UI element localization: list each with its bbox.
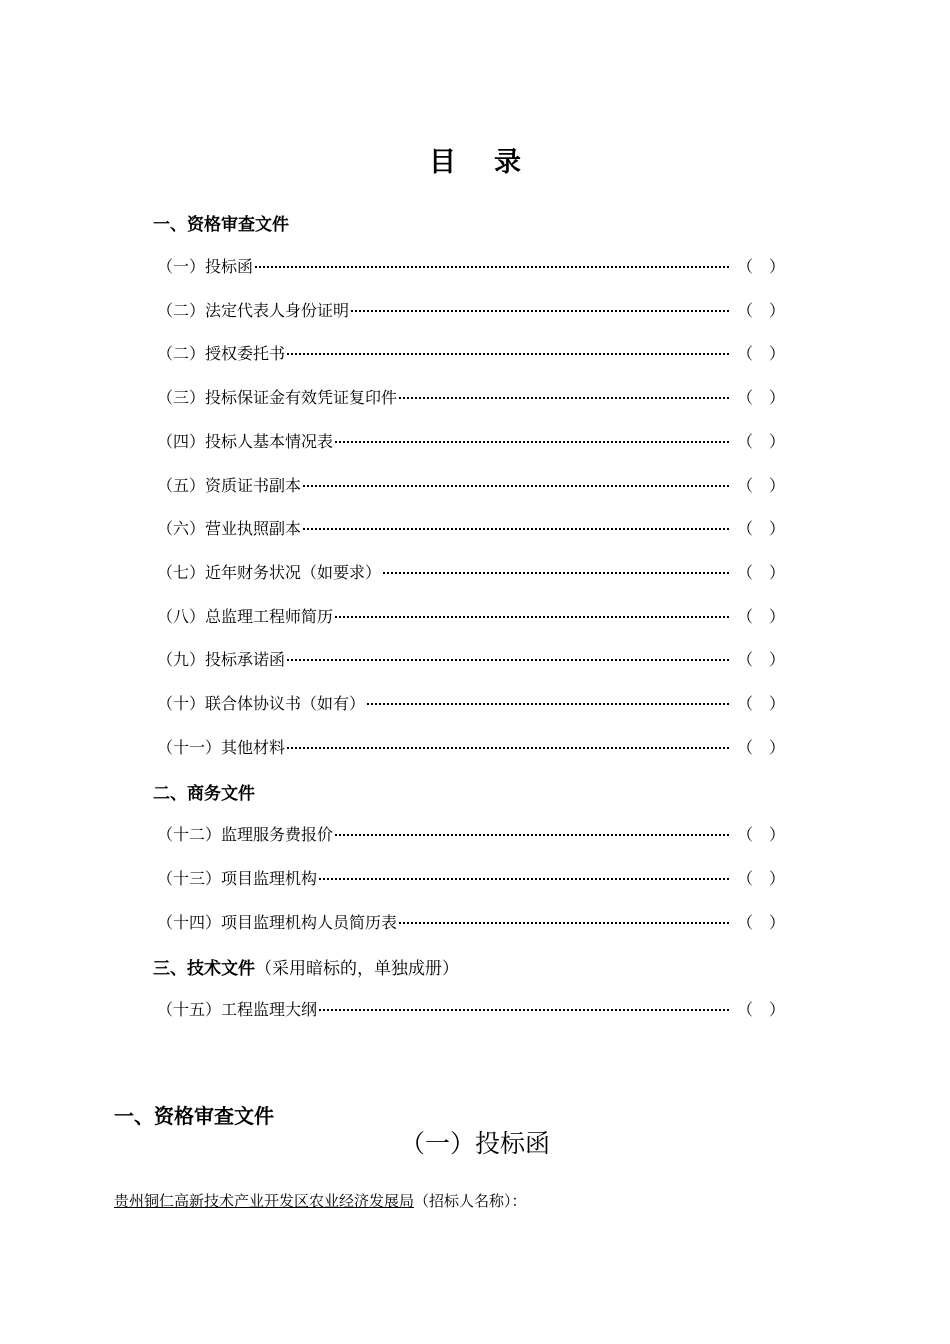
leader-dots [351,310,729,312]
toc-entry-label: （十）联合体协议书（如有） [157,693,366,713]
form-title: （一）投标函 [399,1129,550,1158]
page-number-slot: （ ） [737,824,785,844]
leader-dots [303,528,729,530]
toc-entry-label: （二）法定代表人身份证明 [157,300,350,320]
page-number-slot: （ ） [737,649,785,669]
page-number-slot: （ ） [737,562,785,582]
leader-dots [319,1009,729,1011]
leader-dots [255,266,729,268]
toc-entry-9[interactable] [157,602,785,628]
toc-entry-label: （十四）项目监理机构人员简历表 [157,912,398,932]
toc-entry-label: （十一）其他材料 [157,737,286,757]
toc-entry-label: （三）投标保证金有效凭证复印件 [157,387,398,407]
toc-entry-label: （九）投标承诺函 [157,649,286,669]
leader-dots [287,353,729,355]
page-number-slot: （ ） [737,912,785,932]
toc-entry-label: （四）投标人基本情况表 [157,431,334,451]
toc-entry-label: （七）近年财务状况（如要求） [157,562,382,582]
toc-section-technical: 三、技术文件（采用暗标的，单独成册） [153,959,459,979]
page-number-slot: （ ） [737,693,785,713]
leader-dots [399,922,729,924]
page-number-slot: （ ） [737,343,785,363]
toc-title-char-1: 目 [429,147,456,178]
toc-entry-3[interactable] [157,339,785,365]
toc-entry-7[interactable] [157,514,785,540]
page-number-slot: （ ） [737,256,785,276]
toc-entry-14[interactable] [157,864,785,890]
leader-dots [287,747,729,749]
leader-dots [335,616,729,618]
toc-entry-label: （十二）监理服务费报价 [157,824,334,844]
toc-entry-label: （六）营业执照副本 [157,518,302,538]
toc-entry-label: （一）投标函 [157,256,254,276]
toc-entry-13[interactable] [157,820,785,846]
toc-section-qualification: 一、资格审查文件 [153,215,289,235]
toc-entry-label: （二）授权委托书 [157,343,286,363]
leader-dots [399,397,729,399]
page-number-slot: （ ） [737,606,785,626]
leader-dots [287,659,729,661]
toc-entry-8[interactable] [157,558,785,584]
toc-entry-4[interactable] [157,383,785,409]
toc-entry-16[interactable] [157,995,785,1021]
page-number-slot: （ ） [737,999,785,1019]
toc-title-char-2: 录 [494,147,521,178]
toc-entry-label: （十五）工程监理大纲 [157,999,318,1019]
leader-dots [335,834,729,836]
leader-dots [335,441,729,443]
toc-section-note: （采用暗标的，单独成册） [255,959,459,979]
toc-entry-1[interactable] [157,252,785,278]
toc-entry-5[interactable] [157,427,785,453]
toc-entry-label: （五）资质证书副本 [157,475,302,495]
toc-entry-10[interactable] [157,645,785,671]
toc-entry-15[interactable] [157,908,785,934]
toc-entry-11[interactable] [157,689,785,715]
page-number-slot: （ ） [737,387,785,407]
leader-dots [383,572,729,574]
leader-dots [303,485,729,487]
page-number-slot: （ ） [737,868,785,888]
toc-title [0,140,950,179]
page-number-slot: （ ） [737,475,785,495]
page-number-slot: （ ） [737,518,785,538]
toc-section-commercial: 二、商务文件 [153,784,255,804]
toc-entry-2[interactable] [157,296,785,322]
recipient-name: 贵州铜仁高新技术产业开发区农业经济发展局 [114,1192,415,1210]
recipient-line [114,1190,527,1211]
leader-dots [319,878,729,880]
leader-dots [367,703,729,705]
toc-entry-6[interactable] [157,471,785,497]
recipient-suffix: （招标人名称）： [414,1192,527,1210]
section-heading: 一、资格审查文件 [114,1104,274,1128]
page-number-slot: （ ） [737,431,785,451]
toc-entry-12[interactable] [157,733,785,759]
toc-entry-label: （十三）项目监理机构 [157,868,318,888]
page-number-slot: （ ） [737,300,785,320]
toc-entry-label: （八）总监理工程师简历 [157,606,334,626]
page-number-slot: （ ） [737,737,785,757]
